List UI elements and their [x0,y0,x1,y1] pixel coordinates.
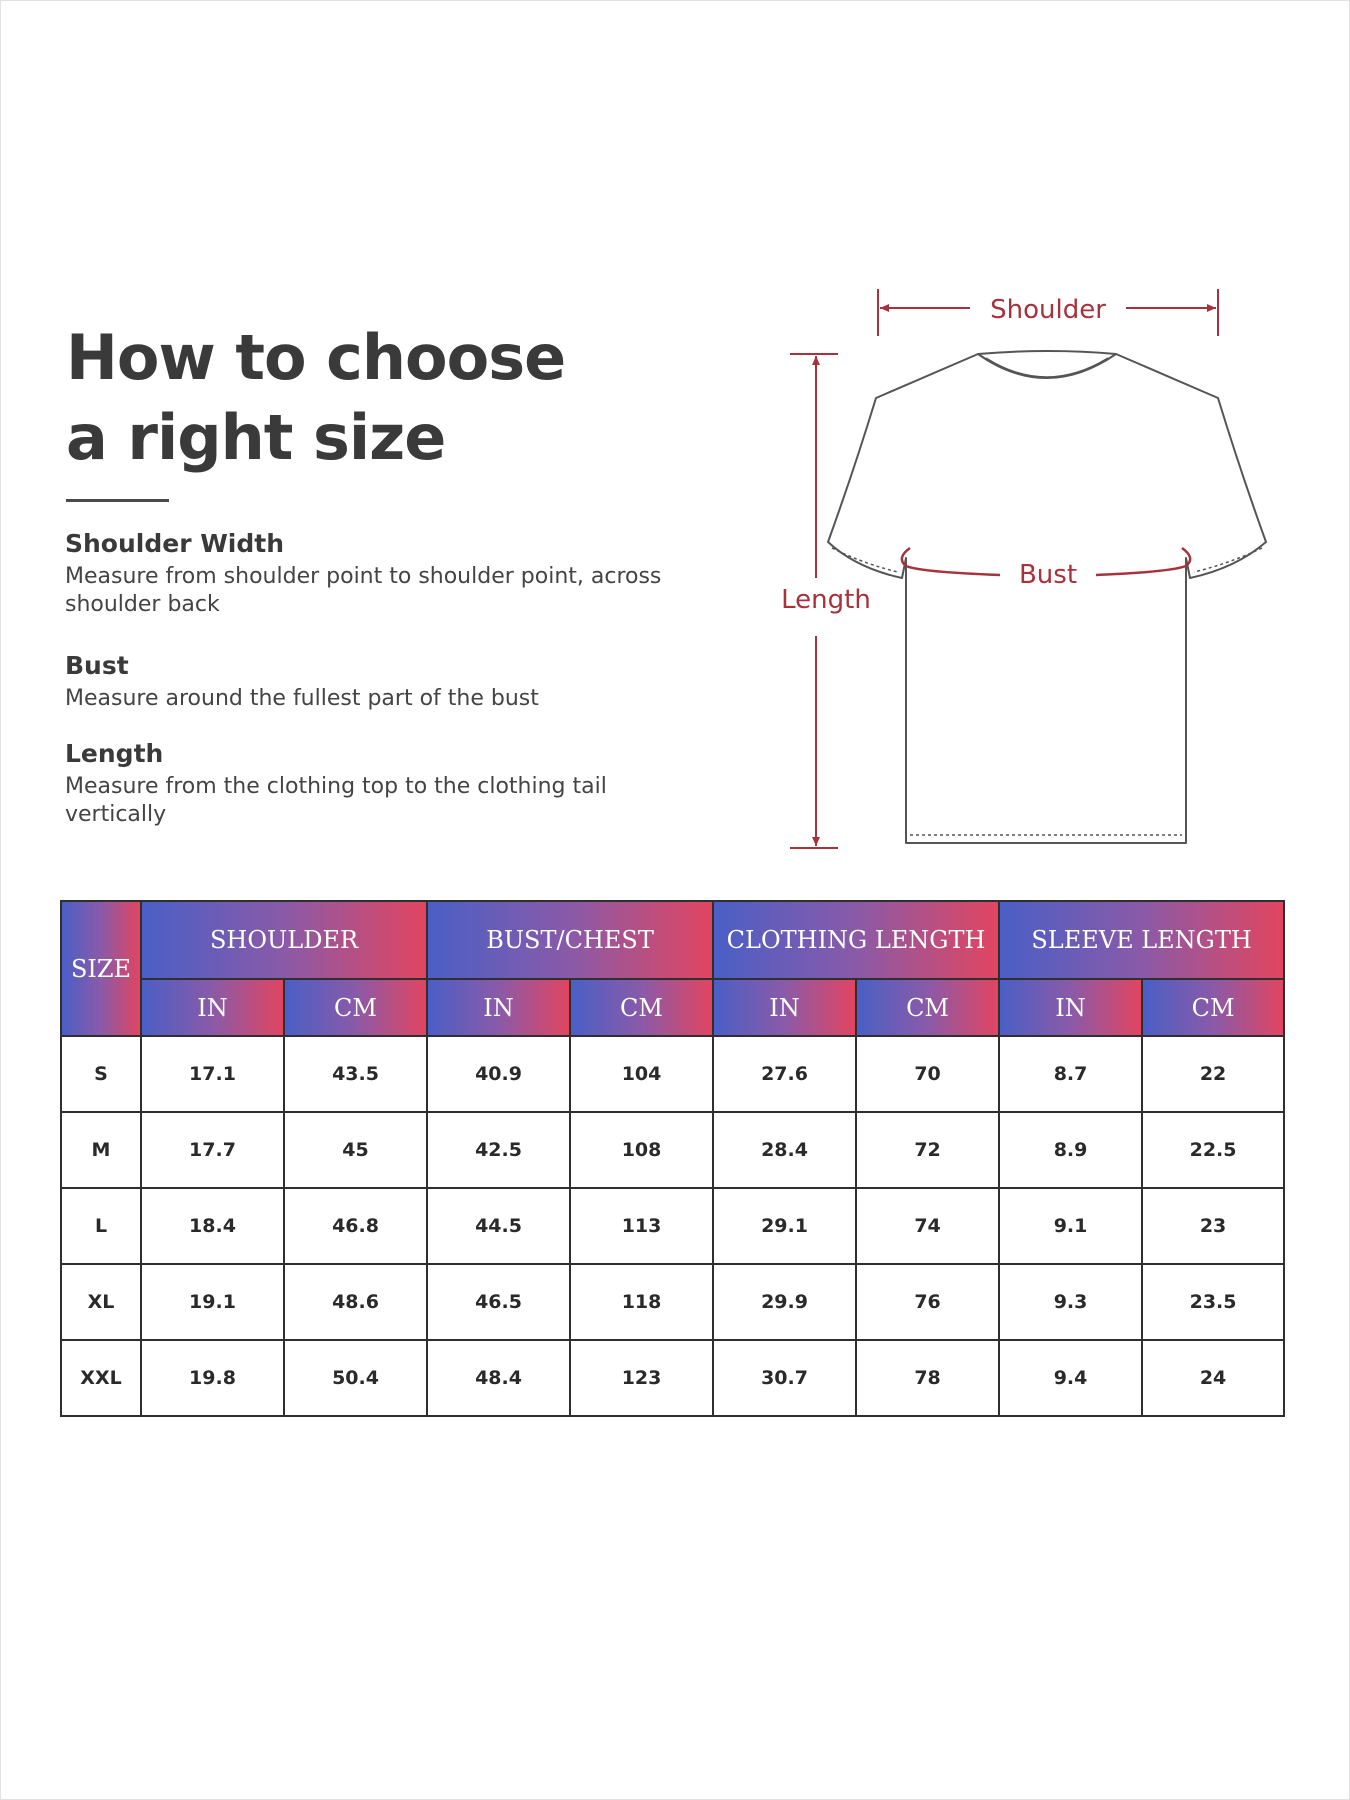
unit-header: CM [284,979,427,1036]
table-cell: 43.5 [284,1036,427,1112]
table-cell: 19.1 [141,1264,284,1340]
table-row [61,1340,1284,1416]
table-cell: 108 [570,1112,713,1188]
title-line-1: How to choose [66,321,566,394]
table-cell: 8.7 [999,1036,1142,1112]
table-cell: 50.4 [284,1340,427,1416]
table-cell: 46.5 [427,1264,570,1340]
bust-label: Bust [1018,560,1078,590]
table-cell: 76 [856,1264,999,1340]
table-cell: 118 [570,1264,713,1340]
title-underline [66,499,169,502]
table-cell: 27.6 [713,1036,856,1112]
tshirt-diagram [760,280,1280,860]
table-cell: 9.4 [999,1340,1142,1416]
unit-header: CM [570,979,713,1036]
table-row [61,1036,1284,1112]
unit-header: IN [427,979,570,1036]
size-header: SIZE [61,901,141,1036]
table-cell: 29.9 [713,1264,856,1340]
unit-header: IN [999,979,1142,1036]
guide-title: Length [65,739,164,768]
unit-header: IN [713,979,856,1036]
table-cell: 74 [856,1188,999,1264]
size-cell: XL [61,1264,141,1340]
unit-header: CM [856,979,999,1036]
table-cell: 22.5 [1142,1112,1284,1188]
table-row [61,1188,1284,1264]
group-header-shoulder: SHOULDER [141,901,427,979]
guide-text: Measure from the clothing top to the clothing tail vertically [65,774,607,827]
guide-shoulder-width [65,527,665,619]
table-cell: 42.5 [427,1112,570,1188]
size-cell: XXL [61,1340,141,1416]
table-cell: 23.5 [1142,1264,1284,1340]
page-title [66,318,565,478]
guide-bust [65,649,665,713]
size-cell: L [61,1188,141,1264]
tshirt-outline-icon [828,351,1266,843]
table-cell: 104 [570,1036,713,1112]
table-cell: 8.9 [999,1112,1142,1188]
size-cell: S [61,1036,141,1112]
table-cell: 24 [1142,1340,1284,1416]
group-header-sleeve-length: SLEEVE LENGTH [999,901,1284,979]
table-row [61,1264,1284,1340]
guide-title: Shoulder Width [65,529,285,558]
unit-header: CM [1142,979,1284,1036]
table-cell: 48.6 [284,1264,427,1340]
group-header-clothing-length: CLOTHING LENGTH [713,901,999,979]
guide-length [65,737,665,829]
table-cell: 17.7 [141,1112,284,1188]
table-cell: 28.4 [713,1112,856,1188]
table-cell: 70 [856,1036,999,1112]
guide-text: Measure around the fullest part of the bust [65,686,539,711]
table-row [61,1112,1284,1188]
table-cell: 72 [856,1112,999,1188]
table-cell: 9.3 [999,1264,1142,1340]
table-cell: 123 [570,1340,713,1416]
shoulder-label: Shoulder [990,295,1106,325]
title-line-2: a right size [66,401,446,474]
table-cell: 19.8 [141,1340,284,1416]
table-cell: 18.4 [141,1188,284,1264]
size-chart-table [60,900,1285,1417]
unit-header: IN [141,979,284,1036]
table-cell: 23 [1142,1188,1284,1264]
table-cell: 17.1 [141,1036,284,1112]
table-cell: 113 [570,1188,713,1264]
table-cell: 44.5 [427,1188,570,1264]
table-cell: 46.8 [284,1188,427,1264]
table-cell: 78 [856,1340,999,1416]
table-cell: 30.7 [713,1340,856,1416]
group-header-bust-chest: BUST/CHEST [427,901,713,979]
table-cell: 9.1 [999,1188,1142,1264]
table-cell: 40.9 [427,1036,570,1112]
table-cell: 22 [1142,1036,1284,1112]
length-label: Length [781,585,871,615]
table-cell: 29.1 [713,1188,856,1264]
size-cell: M [61,1112,141,1188]
guide-text: Measure from shoulder point to shoulder point, across shoulder back [65,564,662,617]
table-cell: 48.4 [427,1340,570,1416]
guide-title: Bust [65,651,129,680]
table-cell: 45 [284,1112,427,1188]
